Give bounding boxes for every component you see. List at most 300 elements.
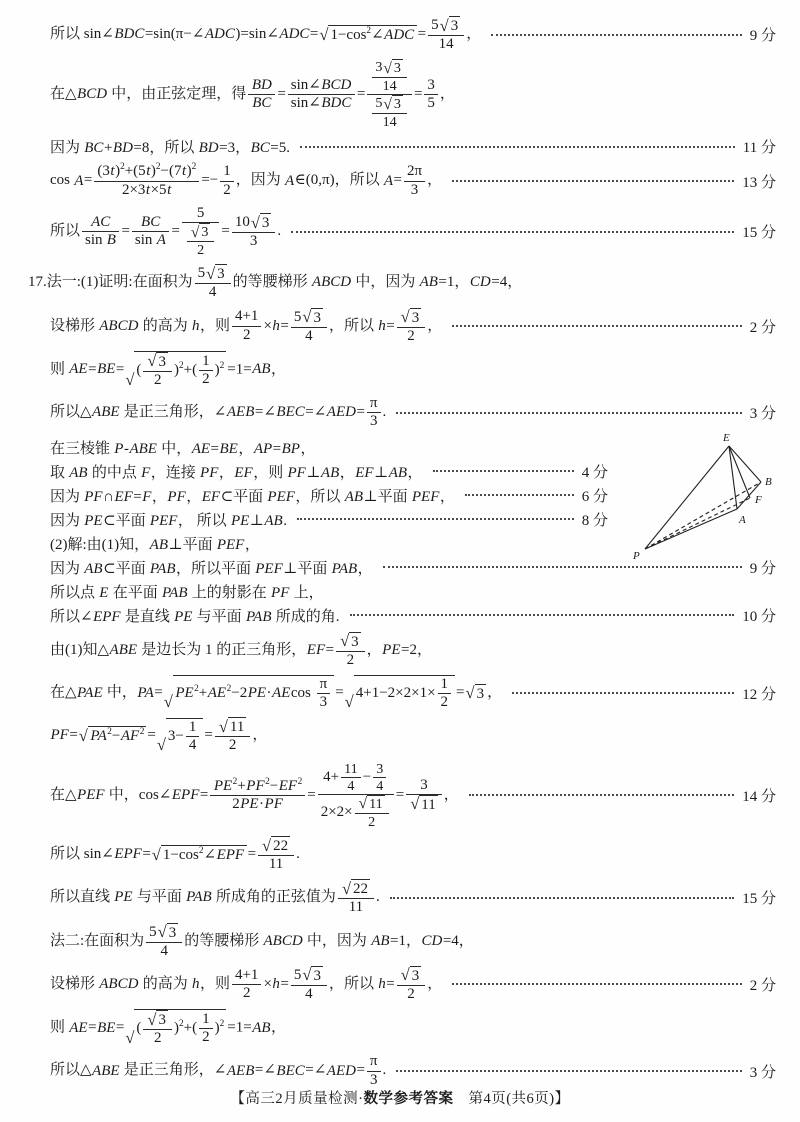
math-token: 与平面 <box>192 608 246 625</box>
score-label: 9 分 <box>749 560 776 577</box>
dot-leader <box>469 794 735 796</box>
math-token <box>291 966 327 1003</box>
math-token: ( <box>136 1020 142 1037</box>
math-token: √ 3 <box>147 351 166 371</box>
formula-text <box>50 308 442 345</box>
math-token: = <box>325 641 335 658</box>
vertex-label-F: F <box>755 494 762 506</box>
math-token: 是正三角形，∠ <box>120 1062 227 1079</box>
dot-leader <box>433 470 574 472</box>
math-token: 上， <box>289 584 324 601</box>
math-token: BD <box>251 77 272 94</box>
page-footer <box>0 1087 800 1108</box>
math-token: ) <box>186 163 192 180</box>
math-token: 所以△ <box>50 1062 92 1079</box>
math-token: PAE <box>77 684 103 701</box>
math-token: 中， <box>157 440 192 457</box>
math-token: AB <box>320 464 340 481</box>
math-token: ， <box>238 440 254 457</box>
footer-right: 第4页(共6页)】 <box>453 1091 570 1107</box>
formula-text <box>50 533 260 554</box>
math-token: 是边长为 1 的正三角形， <box>137 641 307 658</box>
math-token <box>143 1010 172 1047</box>
answer-line <box>28 923 776 960</box>
math-token: AE <box>272 685 291 702</box>
math-token: 2 <box>297 776 303 787</box>
math-token: 与平面 <box>133 889 186 906</box>
math-token: ) <box>150 163 156 180</box>
math-token: 的高为 <box>138 317 192 334</box>
math-token: ， <box>218 464 234 481</box>
answer-line <box>28 461 608 482</box>
math-token: BC <box>84 140 104 157</box>
formula-text <box>50 485 455 506</box>
math-token: BC <box>252 95 272 112</box>
math-token <box>220 163 234 199</box>
math-token: 在△ <box>50 86 77 103</box>
math-token: PAB <box>186 889 212 906</box>
math-token: AB <box>388 464 408 481</box>
math-token: 2 <box>178 360 184 371</box>
math-token: = <box>393 172 402 189</box>
math-token: √ 3 <box>302 307 321 327</box>
math-token: −2 <box>231 685 248 702</box>
math-token: 则 <box>50 1019 69 1036</box>
math-token: PF <box>246 777 265 794</box>
math-token: AE <box>191 440 211 457</box>
score-label: 6 分 <box>581 488 608 505</box>
math-token: = <box>88 361 97 378</box>
formula-text <box>50 605 340 626</box>
math-token: h <box>191 317 200 334</box>
math-token: π <box>369 1053 378 1070</box>
answer-line <box>28 717 776 754</box>
math-token: =2， <box>401 641 432 658</box>
math-token: EPF <box>114 846 142 863</box>
math-token: 中， <box>103 684 137 701</box>
score-label: 10 分 <box>742 608 776 625</box>
formula-text <box>50 1053 386 1089</box>
math-token: = <box>133 488 142 505</box>
math-token: A <box>285 172 295 189</box>
math-token: 2 <box>242 984 251 1001</box>
math-token <box>82 214 119 250</box>
math-token: √ $1-\cos^2\angle ADC$ <box>319 25 416 44</box>
math-token: . <box>382 1062 387 1079</box>
math-token <box>438 676 452 712</box>
math-token: ∈(0,π)，所以 <box>294 172 384 189</box>
math-token: A <box>156 232 166 249</box>
math-token: 2 <box>407 985 415 1002</box>
score-label: 2 分 <box>749 319 776 336</box>
math-token: 3 <box>420 776 428 793</box>
tetrahedron-figure <box>632 430 794 564</box>
math-token: 所以 <box>50 223 81 240</box>
math-token: · <box>259 795 265 812</box>
math-token: AB <box>419 274 438 291</box>
dot-leader <box>383 566 742 568</box>
math-token: 3 <box>313 967 321 984</box>
math-token: 4 <box>188 736 197 753</box>
math-token: = <box>115 1019 125 1036</box>
math-token: 3 <box>217 266 225 283</box>
math-token: = <box>154 684 163 701</box>
math-token: AB <box>149 536 168 553</box>
math-token: PEF <box>255 560 283 577</box>
math-token: ∩ <box>103 488 114 505</box>
math-token: PAB <box>149 560 176 577</box>
math-token: ， <box>339 464 355 481</box>
math-token: =1， <box>438 274 470 291</box>
math-token: + <box>237 777 246 794</box>
math-token: 是直线 <box>121 608 174 625</box>
math-token: 中，因为 <box>303 932 371 949</box>
math-token: =4， <box>491 274 523 291</box>
math-token: · <box>266 685 272 702</box>
math-token: ， <box>439 488 455 505</box>
score-label: 9 分 <box>749 28 776 45</box>
math-token: 1−cos <box>162 847 199 864</box>
math-token: √ 4+1−2×2×1× $\frac{1}{2}$ <box>345 675 455 712</box>
math-token: 3 <box>427 77 435 94</box>
math-token: − <box>269 777 279 794</box>
math-token: ) <box>214 1020 220 1037</box>
math-token: BD <box>198 140 219 157</box>
math-token: 3 <box>249 233 258 250</box>
math-token: 3 <box>411 309 420 326</box>
math-token: ⊥ <box>374 464 389 481</box>
math-token: 2π <box>406 163 423 180</box>
math-token: 2 <box>202 1029 210 1046</box>
math-token: 中，由正弦定理，得 <box>107 86 247 103</box>
math-token: = <box>88 1019 97 1036</box>
math-token: 所成角的正弦值为 <box>212 889 336 906</box>
math-token: BE <box>219 440 238 457</box>
math-token: 2 <box>178 1019 184 1030</box>
formula-text <box>50 879 380 916</box>
math-token: √ 3 <box>157 922 177 942</box>
math-token: √ 3 <box>206 263 225 283</box>
math-token: - <box>123 440 129 457</box>
math-token: ， <box>357 560 373 577</box>
math-token <box>397 966 426 1003</box>
formula-text <box>50 351 286 389</box>
math-token <box>195 264 231 301</box>
math-token: 则 <box>50 361 69 378</box>
math-token <box>373 761 386 794</box>
math-token: EF <box>201 488 221 505</box>
math-token: = <box>83 172 93 189</box>
math-token: ADC <box>204 26 235 43</box>
math-token: 3 <box>369 413 378 430</box>
dot-leader <box>300 146 735 148</box>
math-token: 2 <box>202 370 210 387</box>
math-token: AF <box>120 728 140 745</box>
math-token: F <box>141 464 151 481</box>
math-token: 5 <box>431 16 439 33</box>
math-token: 1 <box>188 718 197 735</box>
math-token: = <box>204 727 213 744</box>
answer-line <box>28 836 776 873</box>
math-token: × <box>263 975 272 992</box>
math-token: sin∠ <box>290 95 321 112</box>
formula-text <box>50 16 481 53</box>
math-token: BC <box>250 140 270 157</box>
math-token: PE <box>240 795 259 812</box>
math-token: 4 <box>160 942 168 959</box>
math-token: 5 <box>293 966 302 983</box>
math-token: 5 <box>427 95 435 112</box>
math-token: 因为 <box>50 512 84 529</box>
math-token: EF <box>278 777 298 794</box>
math-token: 中，因为 <box>351 274 420 291</box>
math-token: 2 <box>197 242 205 259</box>
math-token: ABCD <box>263 932 303 949</box>
math-token: A <box>74 172 84 189</box>
math-token: ( <box>136 361 142 378</box>
math-token: PEF <box>216 536 245 553</box>
math-token: 3 <box>376 760 384 777</box>
math-token: 11 <box>229 719 245 736</box>
math-token <box>199 1011 213 1047</box>
math-token: EPF <box>93 608 121 625</box>
math-token <box>232 213 276 250</box>
math-token <box>397 308 426 345</box>
math-token: 的等腰梯形 <box>184 932 263 949</box>
math-token: 因为 <box>50 140 84 157</box>
math-token: ) <box>173 1020 179 1037</box>
math-token: 4+1 <box>234 966 259 983</box>
math-token: 1 <box>202 1010 210 1027</box>
dot-leader <box>390 897 734 899</box>
math-token: =1， <box>390 932 421 949</box>
math-token: = <box>272 440 282 457</box>
math-token: 上的射影在 <box>188 584 271 601</box>
dot-leader <box>452 325 741 327</box>
math-token: PAB <box>331 560 358 577</box>
math-token: 的等腰梯形 <box>232 274 312 291</box>
math-token <box>248 77 275 113</box>
math-token: ADC <box>279 26 310 43</box>
math-token: 4+1−2×2×1× <box>355 685 436 702</box>
math-token: √ 11 <box>218 716 245 736</box>
math-token: . <box>376 889 380 906</box>
math-token: 的中点 <box>88 464 141 481</box>
answer-line <box>28 136 776 157</box>
math-token: ， <box>427 317 443 334</box>
math-token: ⊥平面 <box>168 536 217 553</box>
answer-line <box>28 761 776 831</box>
math-token <box>406 777 442 814</box>
math-token: ， <box>427 975 443 992</box>
math-token: EF <box>355 464 374 481</box>
math-token: PE <box>84 512 103 529</box>
math-token: CD <box>469 274 491 291</box>
math-token: 设梯形 <box>50 317 99 334</box>
math-token <box>94 163 199 199</box>
math-token <box>232 967 261 1003</box>
math-token: 1 <box>223 163 231 180</box>
math-token: PE <box>114 889 133 906</box>
math-token <box>291 308 327 345</box>
dot-leader <box>491 34 742 36</box>
math-token: 3 <box>411 967 420 984</box>
math-token: EPF <box>171 786 200 803</box>
formula-text <box>50 509 287 530</box>
score-label: 3 分 <box>749 1064 776 1081</box>
math-token: − <box>111 728 121 745</box>
math-token: BEC <box>276 1062 305 1079</box>
answer-line <box>28 59 776 130</box>
math-token: √ ( √ 3 2 )$^2$+( $\frac{1}{2}$ )$^2$ <box>125 1009 225 1047</box>
math-token: 2 <box>228 737 237 754</box>
answer-line <box>28 879 776 916</box>
math-token: ， <box>244 536 260 553</box>
math-token: AEB <box>226 404 255 421</box>
math-token: AED <box>326 1062 356 1079</box>
score-label: 4 分 <box>581 464 608 481</box>
math-token: (3 <box>97 163 110 180</box>
math-token: 2 <box>139 727 145 738</box>
math-token <box>143 352 172 389</box>
formula-text <box>50 1009 286 1047</box>
math-token: = <box>280 975 289 992</box>
dot-leader <box>350 614 735 616</box>
math-token: ， <box>151 488 167 505</box>
math-token: 的高为 <box>138 975 192 992</box>
math-token: 因为 <box>50 488 84 505</box>
math-token: 3 <box>393 60 401 77</box>
formula-text <box>50 675 502 712</box>
math-token: 2 <box>198 846 204 857</box>
math-token: ， 所以 <box>177 512 231 529</box>
math-token: = <box>417 26 427 43</box>
math-token: . <box>277 223 282 240</box>
math-token <box>367 59 412 130</box>
math-token: 中，cos∠ <box>105 786 172 803</box>
math-token: 所以 sin∠ <box>50 846 114 863</box>
math-token: BD <box>112 140 133 157</box>
math-token: 2 <box>226 684 232 695</box>
math-token: 5 <box>196 204 205 221</box>
math-token: = <box>413 86 423 103</box>
math-token: PE <box>382 641 401 658</box>
math-token <box>215 717 251 754</box>
math-token <box>367 1053 381 1089</box>
math-token: ， <box>407 464 423 481</box>
math-token: =4， <box>442 932 474 949</box>
answer-line <box>28 16 776 53</box>
math-token: h <box>272 975 280 992</box>
math-token: ABCD <box>99 317 139 334</box>
math-token: 所以∠ <box>50 608 93 625</box>
math-token: B <box>106 232 116 249</box>
math-token: cos <box>50 172 74 189</box>
footer-title: 数学参考答案 <box>363 1091 454 1107</box>
math-token: PF <box>264 795 283 812</box>
math-token: EF <box>234 464 253 481</box>
math-token: 5 <box>197 265 206 282</box>
math-token: ， <box>427 172 443 189</box>
math-token: ，所以 <box>328 317 378 334</box>
math-token: 3 <box>375 59 383 76</box>
math-token <box>372 95 407 130</box>
math-token: 所以直线 <box>50 889 114 906</box>
math-token: AB <box>344 488 364 505</box>
math-token: ， <box>466 26 482 43</box>
math-token: PEF <box>267 488 295 505</box>
math-token: ，则 <box>199 317 230 334</box>
math-token: 是正三角形，∠ <box>120 404 227 421</box>
math-token <box>404 163 425 199</box>
math-token: =5. <box>270 140 290 157</box>
math-token: (2)解:由(1)知， <box>50 536 150 553</box>
vertex-label-B: B <box>765 476 772 488</box>
score-label: 12 分 <box>742 686 776 703</box>
math-token: PE <box>230 512 250 529</box>
math-token: 3 <box>476 685 485 702</box>
math-token <box>341 761 361 794</box>
math-token: = <box>69 727 78 744</box>
math-token: h <box>272 317 280 334</box>
math-token: ， <box>252 727 268 744</box>
formula-text <box>50 136 290 157</box>
math-token: 2 <box>153 1030 162 1047</box>
math-token: h <box>191 975 200 992</box>
math-token: 3 <box>261 215 270 232</box>
math-token: 在△ <box>50 684 77 701</box>
math-token: PE <box>213 777 233 794</box>
math-token: 5 <box>293 308 302 325</box>
formula-text <box>50 761 459 831</box>
vertex-label-E: E <box>723 432 730 444</box>
math-token: √ 22 <box>262 835 289 855</box>
math-token: ， <box>271 1019 287 1036</box>
footer-left: 【高三2月质量检测· <box>230 1091 364 1107</box>
math-token: ， <box>300 440 316 457</box>
math-token: 4 <box>347 777 355 794</box>
math-token: AEB <box>226 1062 255 1079</box>
formula-text <box>50 836 300 873</box>
math-token: 所以点 <box>50 584 99 601</box>
math-token: √ $PA^2-AF^2$ <box>78 725 145 745</box>
math-token: 17.法一:(1)证明:在面积为 <box>28 274 193 291</box>
answer-line <box>28 395 776 431</box>
math-token: 4 <box>305 985 313 1002</box>
score-label: 15 分 <box>742 225 776 242</box>
math-token: 3 <box>168 924 177 941</box>
math-token: BCD <box>77 86 108 103</box>
math-token: 2 <box>265 776 270 787</box>
math-token: = <box>210 440 219 457</box>
math-token: AB <box>69 464 88 481</box>
math-token: 3 <box>319 694 328 711</box>
math-token: 2 <box>219 1019 225 1030</box>
math-token: √ 3 <box>383 59 401 77</box>
math-token: 2 <box>120 162 125 173</box>
figure-edges <box>645 446 761 549</box>
math-token: F <box>142 488 152 505</box>
score-label: 2 分 <box>749 977 776 994</box>
math-token: AP <box>253 440 273 457</box>
math-token: 2 <box>368 813 376 830</box>
math-token: 在三棱锥 <box>50 440 114 457</box>
math-token: 2×2× <box>320 803 353 820</box>
math-token: √ 3 <box>400 307 420 327</box>
math-token: = <box>199 786 209 803</box>
math-token: )=sin∠ <box>235 26 279 43</box>
formula-text <box>50 395 386 431</box>
